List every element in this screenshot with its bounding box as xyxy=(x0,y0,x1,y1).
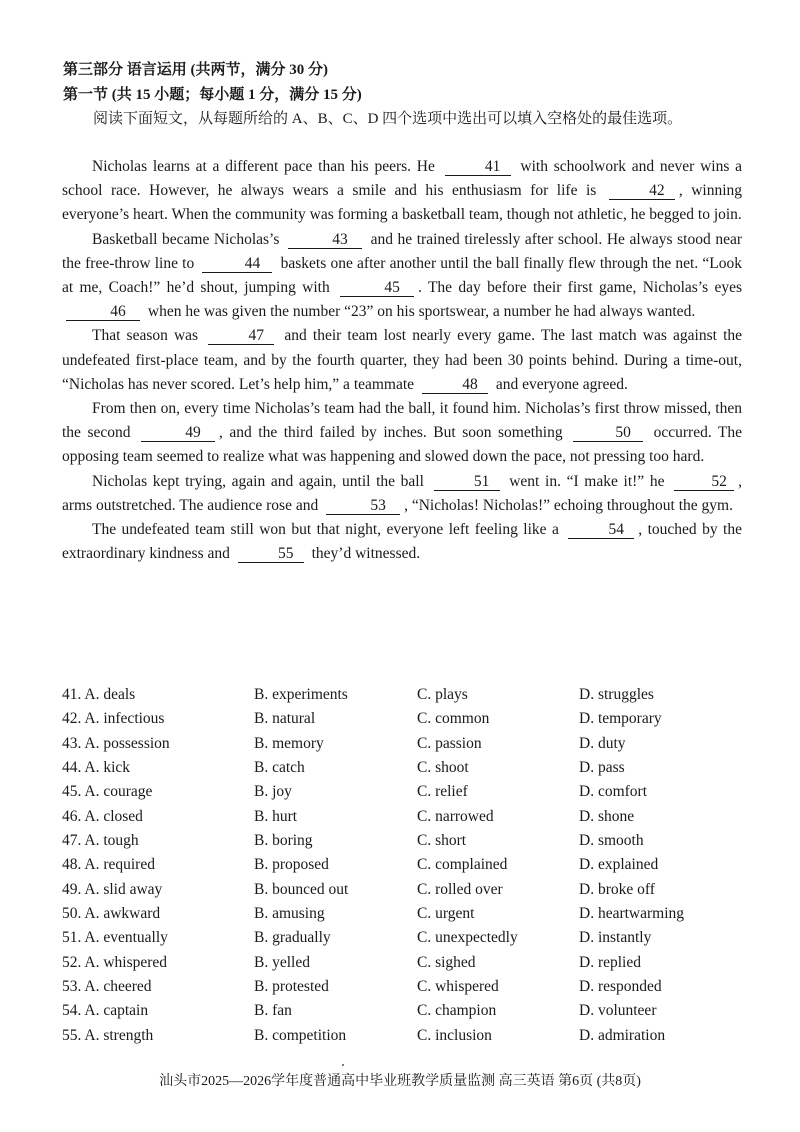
text: Nicholas learns at a different pace than his peers. He xyxy=(92,158,435,175)
text: From then on, every time Nicholas’s team had the ball, it found him. Nicholas’s first throw missed, then the second xyxy=(62,400,742,442)
option-c: C. inclusion xyxy=(417,1026,492,1044)
option-d: D. comfort xyxy=(579,783,648,801)
paragraph-2 xyxy=(62,228,742,325)
option-d: D. broke off xyxy=(579,880,655,898)
text: when he was given the number “23” on his sportswear, a number he had always wanted. xyxy=(147,303,696,321)
option-c: C. rolled over xyxy=(417,880,503,898)
paragraph-6 xyxy=(62,518,742,566)
blank-54: 54 xyxy=(568,521,634,539)
option-c: C. passion xyxy=(417,734,482,752)
option-a: 41. A. deals xyxy=(62,686,136,703)
question-row xyxy=(62,905,762,929)
option-b: B. hurt xyxy=(254,807,298,825)
text: , winning everyone’s heart. When the community was forming a basketball team, though not athletic, he begged to join. xyxy=(62,182,743,224)
instructions: 阅读下面短文，从每题所给的 A、B、C、D 四个选项中选出可以填入空格处的最佳选项。 xyxy=(93,111,683,127)
blank-45: 45 xyxy=(340,279,414,297)
option-d: D. pass xyxy=(579,759,625,777)
blank-48: 48 xyxy=(422,376,488,394)
option-c: C. complained xyxy=(417,856,508,874)
option-c: C. short xyxy=(417,832,467,850)
option-b: B. protested xyxy=(254,978,329,996)
option-d: D. explained xyxy=(579,856,659,874)
blank-55: 55 xyxy=(238,545,304,563)
option-a: 46. A. closed xyxy=(62,807,143,825)
option-d: D. instantly xyxy=(579,929,652,947)
blank-44: 44 xyxy=(202,255,272,273)
blank-50: 50 xyxy=(573,424,643,442)
blank-42: 42 xyxy=(609,182,675,200)
text: , touched by the extraordinary kindness and xyxy=(62,521,742,563)
option-a: 48. A. required xyxy=(62,856,155,874)
option-d: D. temporary xyxy=(579,710,662,728)
blank-51: 51 xyxy=(434,473,500,491)
option-c: C. shoot xyxy=(417,759,469,777)
text: and he trained tirelessly after school. He always stood near the free-throw line to xyxy=(62,230,742,272)
option-c: C. whispered xyxy=(417,978,499,996)
question-row xyxy=(62,759,762,783)
option-d: D. duty xyxy=(579,734,626,752)
option-d: D. shone xyxy=(579,807,635,825)
option-b: B. amusing xyxy=(254,905,325,923)
question-row xyxy=(62,832,762,856)
option-b: B. memory xyxy=(254,734,324,752)
answer-options xyxy=(62,686,762,1051)
option-b: B. catch xyxy=(254,759,305,777)
text: baskets one after another until the ball finally flew through the net. “Look at me, Coach!” he’d shout, jumping with xyxy=(62,254,743,297)
subsection-title: 第一节 (共 15 小题；每小题 1 分，满分 15 分) xyxy=(63,87,362,103)
text: Basketball became Nicholas’s xyxy=(92,230,280,248)
question-row xyxy=(62,954,762,978)
question-row xyxy=(62,808,762,832)
question-row xyxy=(62,881,762,905)
option-b: B. boring xyxy=(254,832,313,850)
option-b: B. gradually xyxy=(254,929,331,947)
text: with schoolwork and never wins a school race. However, he always wears a smile and his enthusiasm for life is xyxy=(62,158,743,200)
question-row xyxy=(62,856,762,880)
option-d: D. struggles xyxy=(579,686,654,703)
option-c: C. unexpectedly xyxy=(417,929,518,947)
option-c: C. common xyxy=(417,710,490,728)
text: occurred. The opposing team seemed to realize what was happening and slowed down the pace, not pressing too hard. xyxy=(62,424,743,466)
option-a: 50. A. awkward xyxy=(62,905,161,923)
blank-53: 53 xyxy=(326,497,400,515)
option-b: B. natural xyxy=(254,710,316,728)
blank-49: 49 xyxy=(141,424,215,442)
option-c: C. narrowed xyxy=(417,807,494,825)
option-c: C. urgent xyxy=(417,905,475,923)
paragraph-1 xyxy=(62,155,742,228)
option-d: D. heartwarming xyxy=(579,905,685,923)
paragraph-5 xyxy=(62,470,742,518)
option-d: D. admiration xyxy=(579,1026,666,1044)
question-row xyxy=(62,686,762,710)
option-b: B. competition xyxy=(254,1026,347,1044)
section-title: 第三部分 语言运用 (共两节，满分 30 分) xyxy=(63,62,328,78)
option-a: 53. A. cheered xyxy=(62,978,152,996)
text: and their team lost nearly every game. The last match was against the undefeated first-place team, and by the fourth quarter, they had been 30 points behind. During a time-out, “Nicholas has never scored. Let’s help him,” a teammate xyxy=(62,327,743,393)
option-a: 55. A. strength xyxy=(62,1026,154,1044)
option-a: 49. A. slid away xyxy=(62,880,163,898)
blank-43: 43 xyxy=(288,231,362,249)
option-a: 44. A. kick xyxy=(62,759,131,777)
option-a: 54. A. captain xyxy=(62,1002,149,1020)
option-b: B. joy xyxy=(254,783,292,801)
question-row xyxy=(62,710,762,734)
option-d: D. replied xyxy=(579,953,641,971)
blank-52: 52 xyxy=(674,473,734,491)
paragraph-3 xyxy=(62,324,742,397)
option-b: B. proposed xyxy=(254,856,329,874)
text: and everyone agreed. xyxy=(495,375,628,393)
option-b: B. fan xyxy=(254,1002,292,1020)
option-b: B. experiments xyxy=(254,686,348,703)
text: , “Nicholas! Nicholas!” echoing throughout the gym. xyxy=(404,496,733,514)
option-c: C. plays xyxy=(417,686,468,703)
text: went in. “I make it!” he xyxy=(509,472,665,490)
paragraph-4 xyxy=(62,397,742,470)
question-row xyxy=(62,929,762,953)
text: , and the third failed by inches. But soon something xyxy=(219,424,563,442)
option-a: 42. A. infectious xyxy=(62,710,165,728)
blank-41: 41 xyxy=(445,158,511,176)
option-a: 43. A. possession xyxy=(62,734,170,752)
blank-47: 47 xyxy=(208,327,274,345)
option-c: C. sighed xyxy=(417,953,476,971)
option-a: 47. A. tough xyxy=(62,832,139,850)
text: they’d witnessed. xyxy=(311,545,421,563)
option-a: 51. A. eventually xyxy=(62,929,168,947)
option-d: D. smooth xyxy=(579,832,644,850)
text: , arms outstretched. The audience rose and xyxy=(62,472,742,514)
option-d: D. volunteer xyxy=(579,1002,657,1020)
cloze-passage xyxy=(62,155,742,566)
text: Nicholas kept trying, again and again, until the ball xyxy=(92,472,424,490)
question-row xyxy=(62,1002,762,1026)
option-c: C. relief xyxy=(417,783,468,801)
option-b: B. bounced out xyxy=(254,880,349,898)
option-d: D. responded xyxy=(579,978,662,996)
option-a: 45. A. courage xyxy=(62,783,153,801)
option-c: C. champion xyxy=(417,1002,497,1020)
page-footer: 汕头市2025—2026学年度普通高中毕业班教学质量监测 高三英语 第6页 (共8页) xyxy=(159,1074,641,1089)
text: The undefeated team still won but that night, everyone left feeling like a xyxy=(92,521,559,539)
page-dot xyxy=(342,1064,344,1066)
blank-46: 46 xyxy=(66,303,140,321)
option-b: B. yelled xyxy=(254,953,310,971)
question-row xyxy=(62,1027,762,1051)
text: . The day before their first game, Nicholas’s eyes xyxy=(418,279,742,297)
question-row xyxy=(62,978,762,1002)
text: That season was xyxy=(92,327,199,345)
question-row xyxy=(62,735,762,759)
option-a: 52. A. whispered xyxy=(62,953,168,971)
question-row xyxy=(62,783,762,807)
